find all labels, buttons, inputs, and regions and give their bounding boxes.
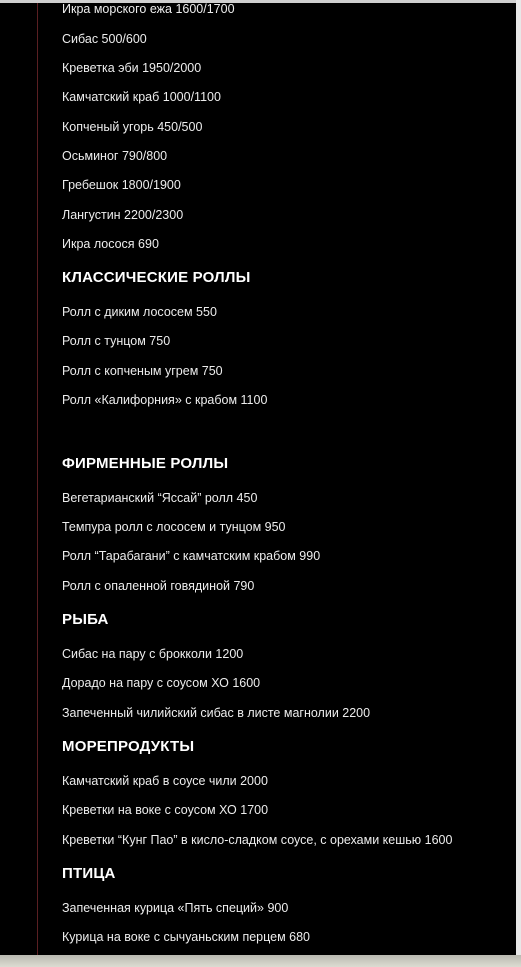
- menu-item: Ролл «Калифорния» с крабом 1100: [62, 393, 268, 407]
- menu-item: Курица на воке с сычуаньским перцем 680: [62, 930, 311, 944]
- right-edge: [516, 0, 521, 967]
- menu-item: Ролл с диким лососем 550: [62, 305, 217, 319]
- menu-item: Запеченная курица «Пять специй» 900: [62, 901, 289, 915]
- menu-item: Икра морского ежа 1600/1700: [62, 2, 235, 16]
- menu-item: Сибас 500/600: [62, 32, 147, 46]
- menu-item: Темпура ролл с лососем и тунцом 950: [62, 520, 286, 534]
- menu-item: Камчатский краб 1000/1100: [62, 90, 221, 104]
- section-title-fish: РЫБА: [62, 611, 109, 628]
- menu-item: Ролл “Тарабагани” с камчатским крабом 990: [62, 549, 321, 563]
- menu-item: Камчатский краб в соусе чили 2000: [62, 774, 268, 788]
- menu-item: Креветки на воке с соусом ХО 1700: [62, 803, 269, 817]
- section-title-poultry: ПТИЦА: [62, 865, 116, 882]
- menu-item: Лангустин 2200/2300: [62, 208, 184, 222]
- menu-item: Креветка эби 1950/2000: [62, 61, 202, 75]
- menu-item: Ролл с опаленной говядиной 790: [62, 579, 255, 593]
- menu-item: Ролл с тунцом 750: [62, 334, 171, 348]
- menu-item: Запеченный чилийский сибас в листе магнолии 2200: [62, 706, 371, 720]
- menu-item: Дорадо на пару с соусом ХО 1600: [62, 676, 261, 690]
- menu-item: Вегетарианский “Яссай” ролл 450: [62, 491, 258, 505]
- section-title-seafood: МОРЕПРОДУКТЫ: [62, 738, 195, 755]
- menu-item: Икра лосося 690: [62, 237, 159, 251]
- section-title-signature-rolls: ФИРМЕННЫЕ РОЛЛЫ: [62, 455, 229, 472]
- menu-item: Копченый угорь 450/500: [62, 120, 203, 134]
- menu-item: Осьминог 790/800: [62, 149, 168, 163]
- section-title-classic-rolls: КЛАССИЧЕСКИЕ РОЛЛЫ: [62, 269, 251, 286]
- menu-item: Ролл с копченым угрем 750: [62, 364, 223, 378]
- bottom-edge: [0, 955, 521, 967]
- menu-item: Креветки “Кунг Пао” в кисло-сладком соусе, с орехами кешью 1600: [62, 833, 453, 847]
- menu-item: Сибас на пару с брокколи 1200: [62, 647, 244, 661]
- menu-item: Гребешок 1800/1900: [62, 178, 181, 192]
